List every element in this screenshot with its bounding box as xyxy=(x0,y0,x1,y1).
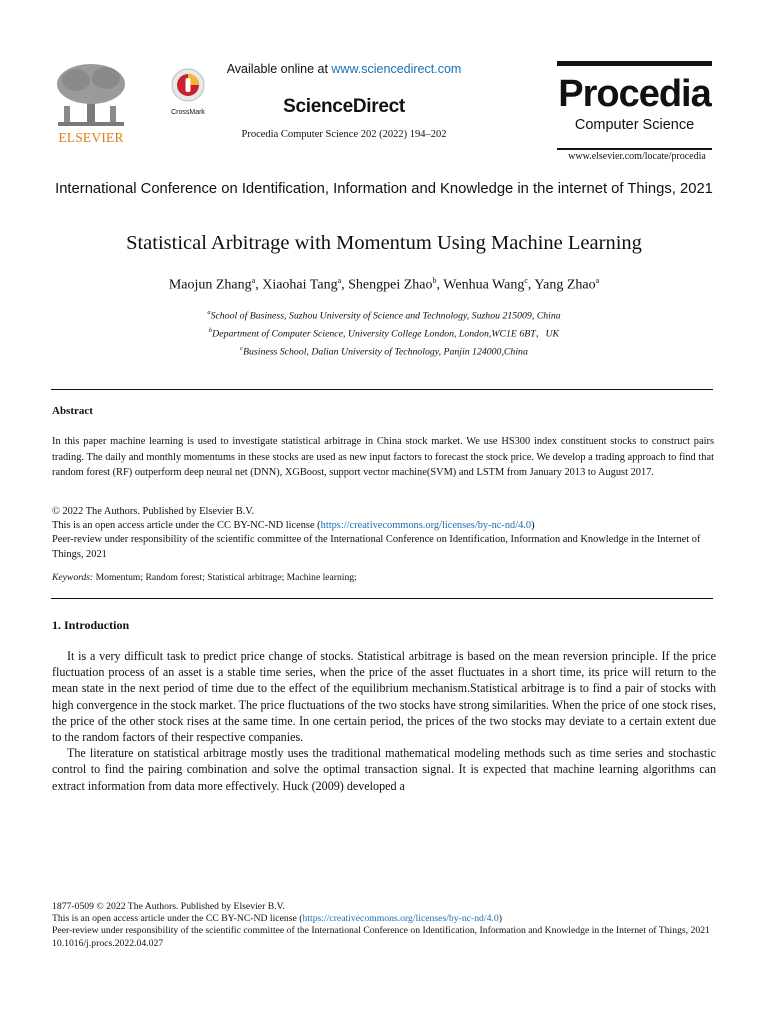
section-heading-introduction: 1. Introduction xyxy=(52,618,130,632)
peer-review-line: Peer-review under responsibility of the scientific committee of the International Conference on Identification, Information and Knowledge in the Internet of Things, 2021 xyxy=(52,534,701,560)
paragraph: The literature on statistical arbitrage mostly uses the traditional mathematical modeling methods such as time series and stochastic control to find the pairing combination and solve the optimal transaction signal. It is expected that machine learning algorithms can extract information from data more effectively. Huck (2009) developed a xyxy=(52,746,716,793)
procedia-journal-name: Procedia xyxy=(558,73,711,115)
license-prefix: This is an open access article under the CC BY-NC-ND license ( xyxy=(52,520,321,532)
footnote-license-line xyxy=(52,913,716,925)
license-line xyxy=(52,519,714,533)
copyright-block xyxy=(52,505,714,562)
author-affiliation-mark: a xyxy=(595,276,600,285)
journal-url[interactable]: www.elsevier.com/locate/procedia xyxy=(568,151,706,162)
author-affiliation-mark: b xyxy=(432,276,437,285)
available-online-line xyxy=(214,62,474,76)
copyright-line: © 2022 The Authors. Published by Elsevier B.V. xyxy=(52,506,255,517)
paragraph: It is a very difficult task to predict price change of stocks. Statistical arbitrage is based on the mean reversion principle. If the price fluctuation process of an asset is a stable time series, when the price of the asset fluctuates in a short time, its price will return to the mean state in the next period of time due to the effect of the equilibrium mechanism.Statistical arbitrage is to find a pair of stocks with high convergence in the stock market. The price fluctuations of the two stocks have strong similarities. When the price of one stock rises, the price of the other stock rises at the same time. In one certain period, the prices of the two stocks may deviate to a certain extent due to the random factors of their respective companies. xyxy=(52,649,716,745)
available-prefix: Available online at xyxy=(226,62,332,76)
introduction-body xyxy=(52,648,716,794)
journal-reference: Procedia Computer Science 202 (2022) 194–202 xyxy=(241,129,447,140)
procedia-journal-subtitle: Computer Science xyxy=(574,117,695,133)
sciencedirect-brand: ScienceDirect xyxy=(283,96,405,117)
affiliation-item xyxy=(50,342,718,360)
affiliation-item xyxy=(50,324,718,342)
affiliation-text: School of Business, Suzhou University of Science and Technology, Suzhou 215009, China xyxy=(210,310,561,322)
doi-line[interactable]: 10.1016/j.procs.2022.04.027 xyxy=(52,937,164,949)
footnote-license-suffix: ) xyxy=(498,913,502,925)
keywords-label: Keywords: xyxy=(52,572,94,583)
divider-bottom xyxy=(51,598,713,599)
issn-line: 1877-0509 © 2022 The Authors. Published by Elsevier B.V. xyxy=(52,901,285,912)
divider-top xyxy=(51,389,713,390)
author-affiliation-mark: c xyxy=(524,276,528,285)
elsevier-wordmark: ELSEVIER xyxy=(58,130,124,145)
author-name: Shengpei Zhao xyxy=(348,277,433,293)
footnote-license-prefix: This is an open access article under the CC BY-NC-ND license ( xyxy=(52,913,303,925)
crossmark-icon xyxy=(171,68,205,102)
footnote-license-link[interactable]: https://creativecommons.org/licenses/by-nc-nd/4.0 xyxy=(302,913,499,925)
crossmark-label: CrossMark xyxy=(171,109,205,116)
author-list: Maojun Zhang$^a$, Xiaohai Tang$^a$, Shengpei Zhao$^b$, Wenhua Wang$^c$, Yang Zhao$^a$ xyxy=(168,276,600,293)
affiliation-list xyxy=(50,306,718,359)
author-name: Wenhua Wang xyxy=(443,277,525,293)
author-name: Xiaohai Tang xyxy=(262,277,338,293)
paper-title: Statistical Arbitrage with Momentum Using Machine Learning xyxy=(126,232,642,254)
author-affiliation-mark: a xyxy=(251,276,256,285)
author-affiliation-mark: a xyxy=(337,276,342,285)
keywords-line xyxy=(52,572,714,583)
abstract-heading: Abstract xyxy=(52,405,93,417)
license-link[interactable]: https://creativecommons.org/licenses/by-nc-nd/4.0 xyxy=(320,520,532,532)
affiliation-mark: a xyxy=(207,309,211,316)
sciencedirect-link[interactable]: www.sciencedirect.com xyxy=(331,62,462,76)
author-name: Maojun Zhang xyxy=(168,277,252,293)
affiliation-mark: b xyxy=(208,326,213,334)
conference-name: International Conference on Identification, Information and Knowledge in the internet of Things, 2021 xyxy=(55,181,713,197)
affiliation-text: Business School, Dalian University of Technology, Panjin 124000,China xyxy=(243,345,528,357)
keywords-values: Momentum; Random forest; Statistical arbitrage; Machine learning; xyxy=(93,572,357,583)
abstract-text: In this paper machine learning is used to investigate statistical arbitrage in China stock market. We use HS300 index constituent stocks to construct pairs trading. The daily and monthly momentums in these stocks are used as new input factors to forecast the stock price. We develop a trading approach to find that random forest (RF) outperform deep neural net (DNN), XGBoost, support vector machine(SVM) and LSTM from January 2013 to August 2017. xyxy=(52,436,714,478)
author-name: Yang Zhao xyxy=(534,277,596,293)
footnote-peer-review: Peer-review under responsibility of the scientific committee of the International Conference on Identification, Information and Knowledge in the Internet of Things, 2021 xyxy=(52,925,710,937)
affiliation-item xyxy=(50,306,718,324)
affiliation-text: Department of Computer Science, University College London, London,WC1E 6BT，UK xyxy=(212,328,560,340)
crossmark-badge[interactable] xyxy=(165,68,211,116)
affiliation-mark: c xyxy=(240,344,244,352)
footnote xyxy=(52,901,716,950)
license-suffix: ) xyxy=(531,520,535,532)
